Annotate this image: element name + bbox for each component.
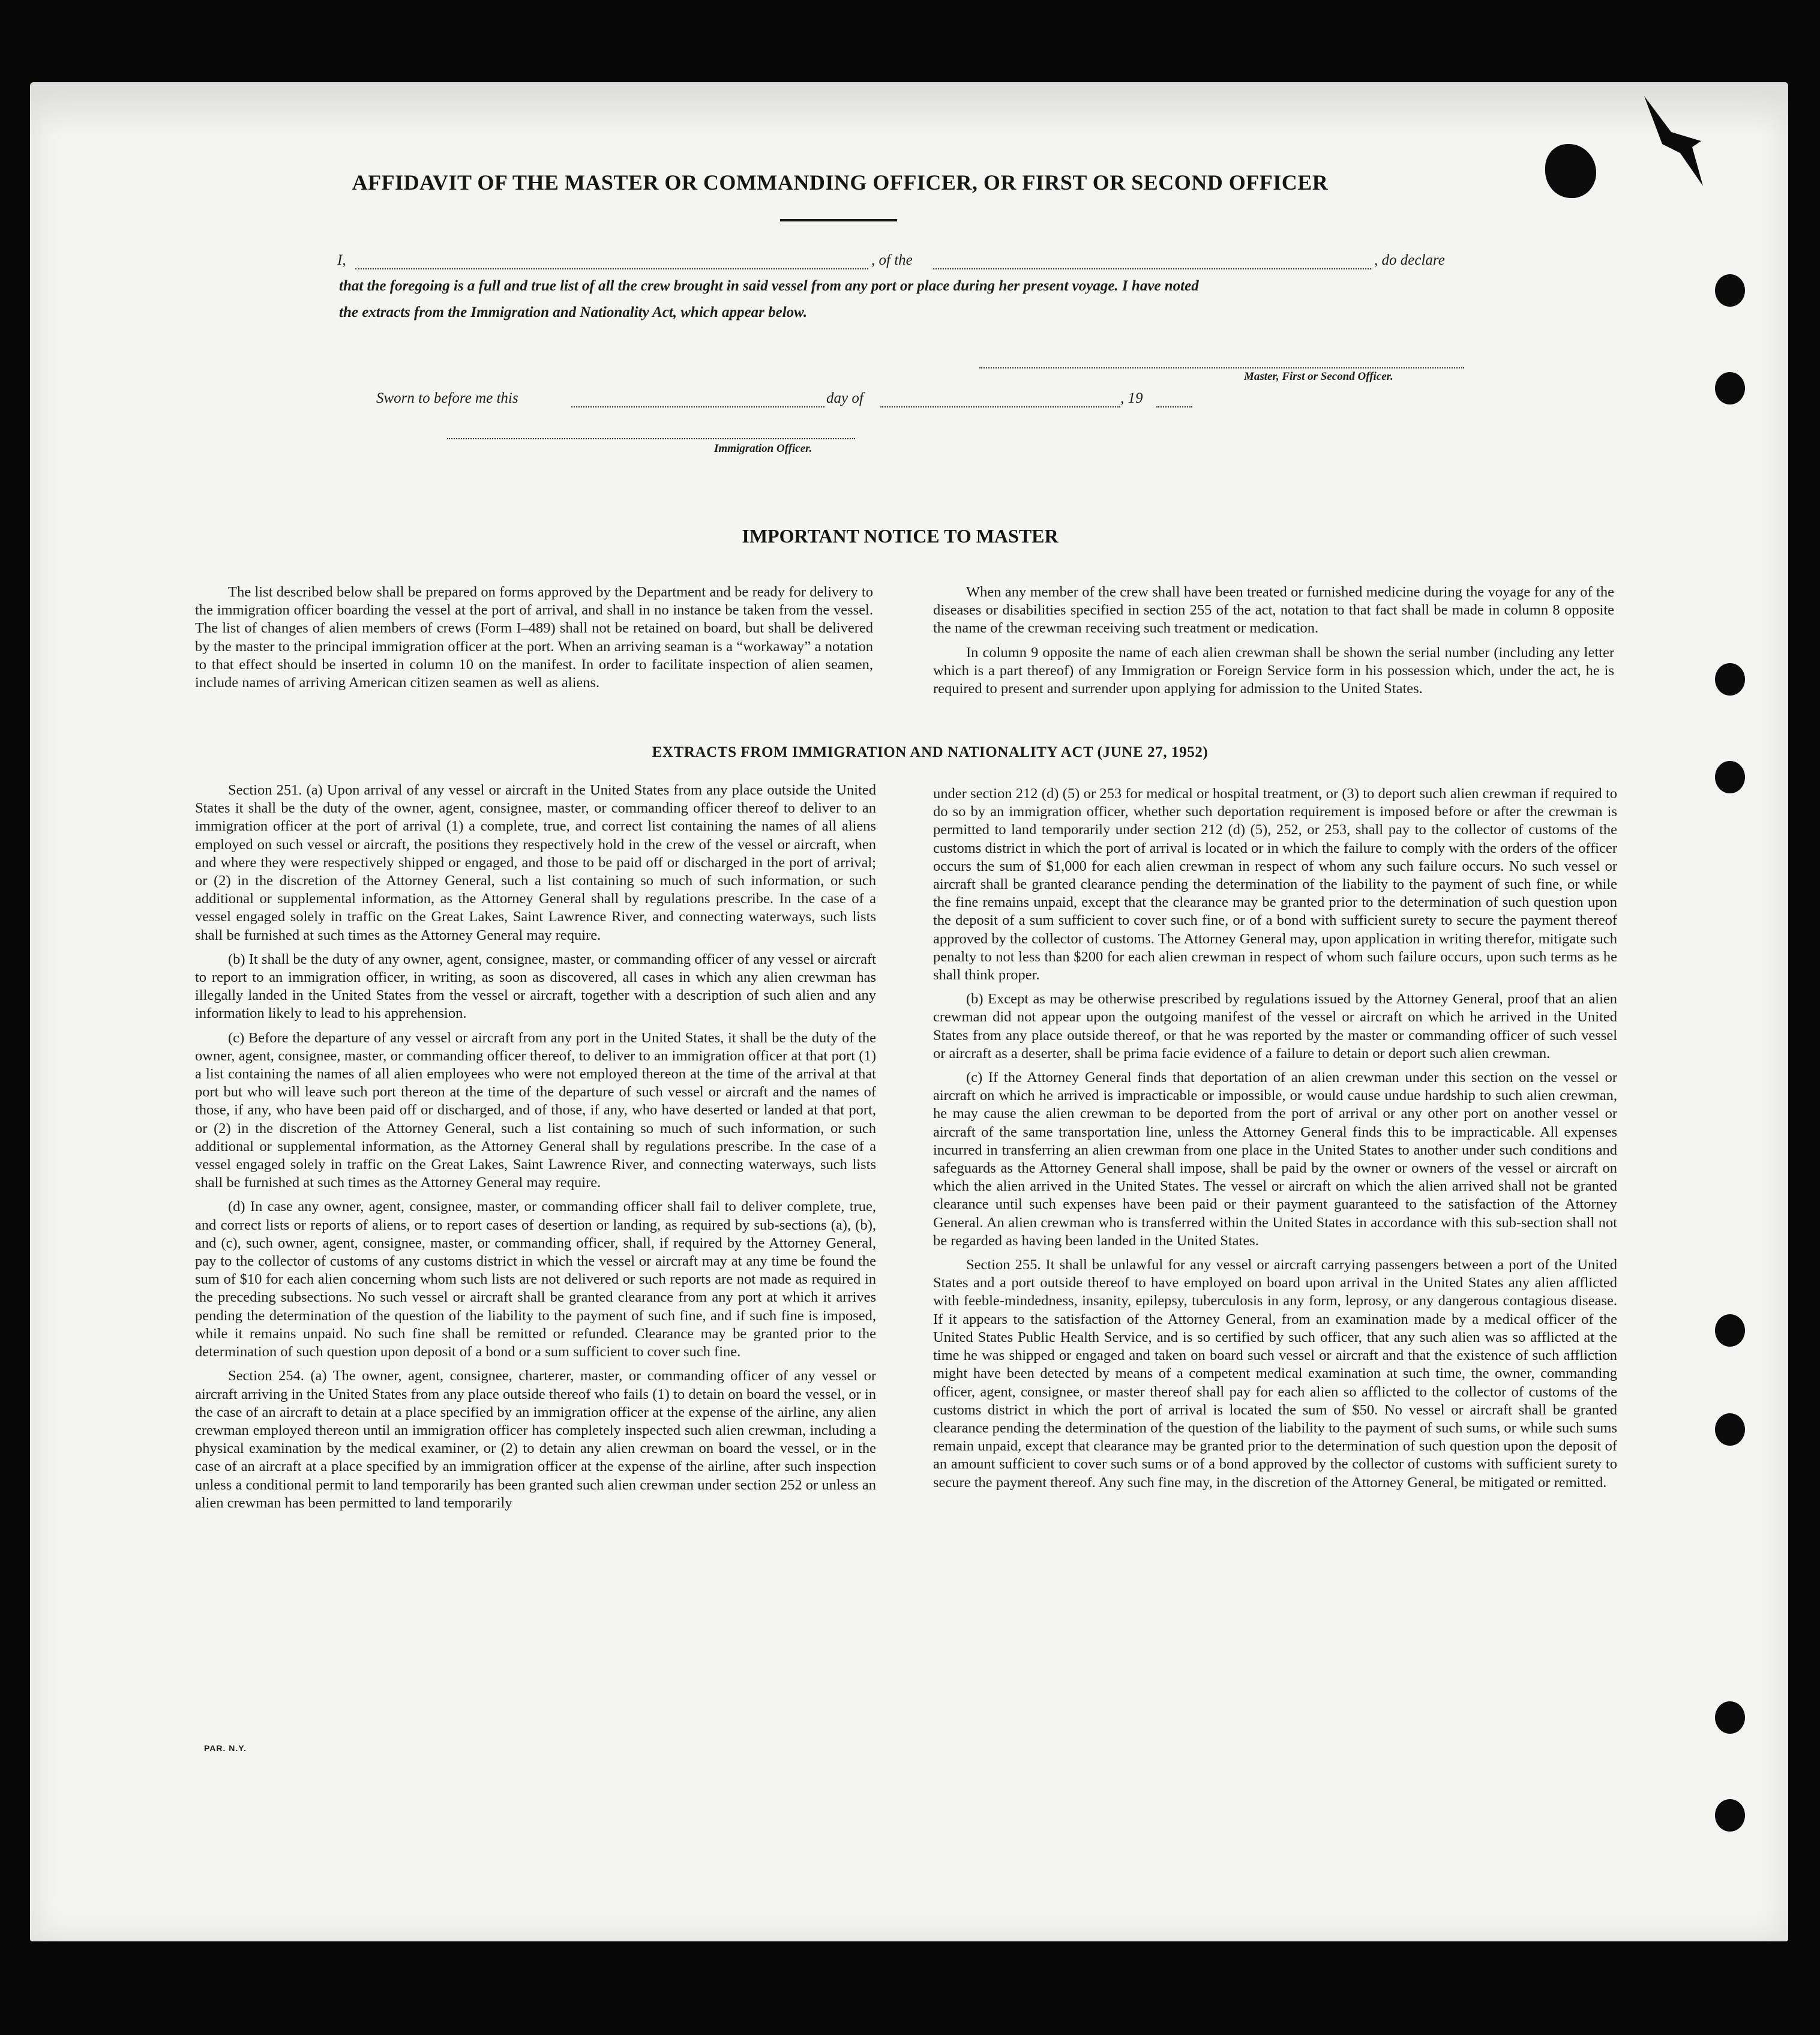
decl-do-declare-label: , do declare (1374, 252, 1445, 268)
declaration-text-line-1: that the foregoing is a full and true list of all the crew brought in said vessel from any port or place during her present voyage. I have noted (339, 278, 1199, 294)
punch-hole (1715, 1413, 1745, 1446)
punch-hole (1715, 1701, 1745, 1734)
notice-right-column (933, 583, 1614, 698)
declaration-fill-line (337, 252, 1465, 278)
torn-corner-mark (1644, 96, 1710, 186)
extracts-left-column (195, 781, 876, 1512)
vessel-blank[interactable] (933, 268, 1371, 269)
printer-mark: PAR. N.Y. (204, 1743, 247, 1753)
section-251a: Section 251. (a) Upon arrival of any vessel or aircraft in the United States from any place outside the United States it shall be the duty of the owner, agent, consignee, master, or commanding officer thereof to deliver to an immigration officer at the port of arrival (1) a complete, true, and correct list containing the names of all aliens employed on such vessel or aircraft, the positions they respectively hold in the crew of the vessel or aircraft, when and where they were respectively shipped or engaged, and those to be paid off or discharged in the port of arrival; or (2) in the discretion of the Attorney General, such a list containing so much of such information, or such additional or supplemental information, as the Attorney General shall by regulations prescribe. In the case of a vessel engaged solely in traffic on the Great Lakes, Saint Lawrence River, and connecting waterways, such lists shall be furnished at such times as the Attorney General may require. (195, 782, 876, 943)
decl-of-the-label: , of the (871, 252, 913, 268)
section-254b: (b) Except as may be otherwise prescribed by regulations issued by the Attorney General, proof that an alien crewman did not appear upon the outgoing manifest of the vessel or aircraft on which he arrived in the United States from any place outside thereof, or that he was reported by the master or commanding officer of such vessel or aircraft as a deserter, shall be prima facie evidence of a failure to detain or deport such alien crewman. (933, 991, 1617, 1062)
sworn-day-blank[interactable] (571, 406, 824, 407)
extracts-right-column (933, 785, 1617, 1492)
officer-signature-label: Immigration Officer. (714, 442, 812, 455)
punch-hole (1715, 663, 1745, 696)
notice-left-paragraph: The list described below shall be prepared on forms approved by the Department and be ready for delivery to the immigration officer boarding the vessel at the port of arrival, and shall in no instance be taken from the vessel. The list of changes of alien members of crews (Form I–489) shall not be retained on board, but shall be delivered by the master to the principal immigration officer at the port. When an arriving seaman is a “workaway” a notation to that effect should be inserted in column 10 on the manifest. In order to facilitate inspection of alien seamen, include names of arriving American citizen seamen as well as aliens. (195, 584, 873, 691)
notice-left-column (195, 583, 873, 692)
extracts-title: EXTRACTS FROM IMMIGRATION AND NATIONALITY ACT (JUNE 27, 1952) (652, 744, 1209, 760)
section-254c: (c) If the Attorney General finds that deportation of an alien crewman under this section on the vessel or aircraft on which he arrived is impracticable or impossible, or would cause undue hardship to such alien crewman, he may cause the alien crewman to be deported from the port of arrival or any other port on another vessel or aircraft of the same transportation line, unless the Attorney General finds this to be impracticable. All expenses incurred in transferring an alien crewman from one place in the United States to another under such conditions and safeguards as the Attorney General shall impose, shall be paid by the owner or owners of the vessel or aircraft on which the alien arrived in the United States. The vessel or aircraft on which the alien arrived shall not be granted clearance until such expenses have been paid or their payment guaranteed to the satisfaction of the Attorney General. An alien crewman who is transferred within the United States in accordance with this sub-section shall not be regarded as having been landed in the United States. (933, 1069, 1617, 1249)
sworn-year-blank[interactable] (1156, 406, 1192, 407)
sworn-prefix: Sworn to before me this (376, 390, 518, 406)
master-signature-label: Master, First or Second Officer. (1244, 370, 1393, 383)
decl-i-label: I, (337, 252, 346, 268)
section-254a: Section 254. (a) The owner, agent, consignee, charterer, master, or commanding officer of any vessel or aircraft arriving in the United States from any place outside thereof who fails (1) to detain on board the vessel, or in the case of an aircraft to detain at a place specified by an immigration officer at the expense of the airline, any alien crewman employed thereon until an immigration officer has completely inspected such alien crewman, including a physical examination by the medical examiner, or (2) to detain any alien crewman on board the vessel, or in the case of an aircraft at a place specified by an immigration officer at the expense of the airline, after such inspection unless a conditional permit to land temporarily has been granted such alien crewman under section 252 or unless an alien crewman has been permitted to land temporarily (195, 1368, 876, 1511)
section-251b: (b) It shall be the duty of any owner, agent, consignee, master, or commanding officer of any vessel or aircraft to report to an immigration officer, in writing, as soon as discovered, all cases in which any alien crewman has illegally landed in the United States from the vessel or aircraft, together with a description of such alien and any information likely to lead to his apprehension. (195, 951, 876, 1022)
punch-hole (1715, 274, 1745, 307)
sworn-day-of: day of (826, 390, 863, 406)
punch-hole (1715, 1314, 1745, 1347)
sworn-year: , 19 (1120, 390, 1143, 406)
section-254a-continued: under section 212 (d) (5) or 253 for medical or hospital treatment, or (3) to deport such alien crewman if required to do so by an immigration officer, whether such deportation requirement is imposed before or after the crewman is permitted to land temporarily under section 212 (d) (5), 252, or 253, shall pay to the collector of customs of the customs district in which the port of arrival is located or in which the failure to comply with the orders of the officer occurs the sum of $1,000 for each alien crewman in respect of whom any such failure occurs. No such vessel or aircraft shall be granted clearance pending the determination of the liability to the payment of such fine, or while the fine remains unpaid, except that the clearance may be granted prior to the determination of such question upon the deposit of a sum sufficient to cover such fine, or of a bond with sufficient surety to secure the payment thereof approved by the collector of customs. The Attorney General may, upon application in writing therefor, mitigate such penalty to not less than $200 for each alien crewman in respect of whom such failure occurs, upon such terms as he shall think proper. (933, 786, 1617, 984)
declaration-text-line-2: the extracts from the Immigration and Nationality Act, which appear below. (339, 304, 808, 320)
page-top-shading (30, 82, 1788, 136)
title-underline (780, 219, 897, 221)
punch-hole (1715, 372, 1745, 404)
master-signature-line[interactable] (979, 367, 1464, 368)
section-255: Section 255. It shall be unlawful for any vessel or aircraft carrying passengers between a port of the United States and a port outside thereof to have employed on board upon arrival in the United States any alien afflicted with feeble-mindedness, insanity, epilepsy, tuberculosis in any form, leprosy, or any dangerous contagious disease. If it appears to the satisfaction of the Attorney General, from an examination made by a medical officer of the United States Public Health Service, and is so certified by such officer, that any such alien was so afflicted at the time he was shipped or engaged and taken on board such vessel or aircraft and that the existence of such affliction might have been detected by means of a competent medical examination at such time, the owner, commanding officer, agent, consignee, or master thereof shall pay for each alien so afflicted to the collector of customs of the customs district in which the port of arrival is located the sum of $50. No vessel or aircraft shall be granted clearance pending the determination of the question of the liability to the payment of such sums, or while such sums remain unpaid, except that clearance may be granted prior to the determination of such question upon the deposit of an amount sufficient to cover such sums or of a bond approved by the collector of customs with sufficient surety to secure the payment thereof. Any such fine may, in the discretion of the Attorney General, be mitigated or remitted. (933, 1257, 1617, 1491)
sworn-line (376, 390, 1216, 414)
officer-signature-line[interactable] (447, 438, 855, 439)
notice-right-paragraph-1: When any member of the crew shall have been treated or furnished medicine during the voyage for any of the diseases or disabilities specified in section 255 of the act, notation to that fact shall be made in column 8 opposite the name of the crewman receiving such treatment or medication. (933, 584, 1614, 637)
punch-hole (1715, 1799, 1745, 1832)
sworn-month-blank[interactable] (880, 406, 1120, 407)
notice-right-paragraph-2: In column 9 opposite the name of each alien crewman shall be shown the serial number (including any letter which is a part thereof) of any Immigration or Foreign Service form in his possession which, under the act, he is required to present and surrender upon applying for admission to the United States. (933, 644, 1614, 697)
section-251c: (c) Before the departure of any vessel or aircraft from any port in the United States, it shall be the duty of the owner, agent, consignee, master, or commanding officer thereof, to deliver to an immigration officer at that port (1) a list containing the names of all alien employees who were not employed thereon at the time of the arrival at that port but who will leave such port thereon at the time of the departure of such vessel or aircraft and the names of those, if any, who have been paid off or discharged, and of those, if any, who have deserted or landed at that port, or (2) in the discretion of the Attorney General, such a list containing so much of such information, or such additional or supplemental information, as the Attorney General shall by regulations prescribe. In the case of a vessel engaged solely in traffic on the Great Lakes, Saint Lawrence River, and connecting waterways, such lists shall be furnished at such times as the Attorney General may require. (195, 1029, 876, 1191)
name-blank[interactable] (355, 268, 868, 269)
affidavit-title: AFFIDAVIT OF THE MASTER OR COMMANDING OFFICER, OR FIRST OR SECOND OFFICER (352, 170, 1329, 194)
punch-hole (1715, 761, 1745, 793)
section-251d: (d) In case any owner, agent, consignee, master, or commanding officer shall fail to deliver complete, true, and correct lists or reports of aliens, or to report cases of desertion or landing, as required by sub-sections (a), (b), and (c), such owner, agent, consignee, master, or commanding officer, shall, if required by the Attorney General, pay to the collector of customs of any customs district in which the vessel or aircraft may at any time be found the sum of $10 for each alien concerning whom such lists are not delivered or such reports are not made as required in the preceding subsections. No such vessel or aircraft shall be granted clearance from any port at which it arrives pending the determination of the question of the liability to the payment of such fine, and if such fine is imposed, while it remains unpaid. No such fine shall be remitted or refunded. Clearance may be granted prior to the determination of such question upon deposit of a bond or a sum sufficient to cover such fine. (195, 1198, 876, 1360)
notice-title: IMPORTANT NOTICE TO MASTER (742, 525, 1059, 547)
